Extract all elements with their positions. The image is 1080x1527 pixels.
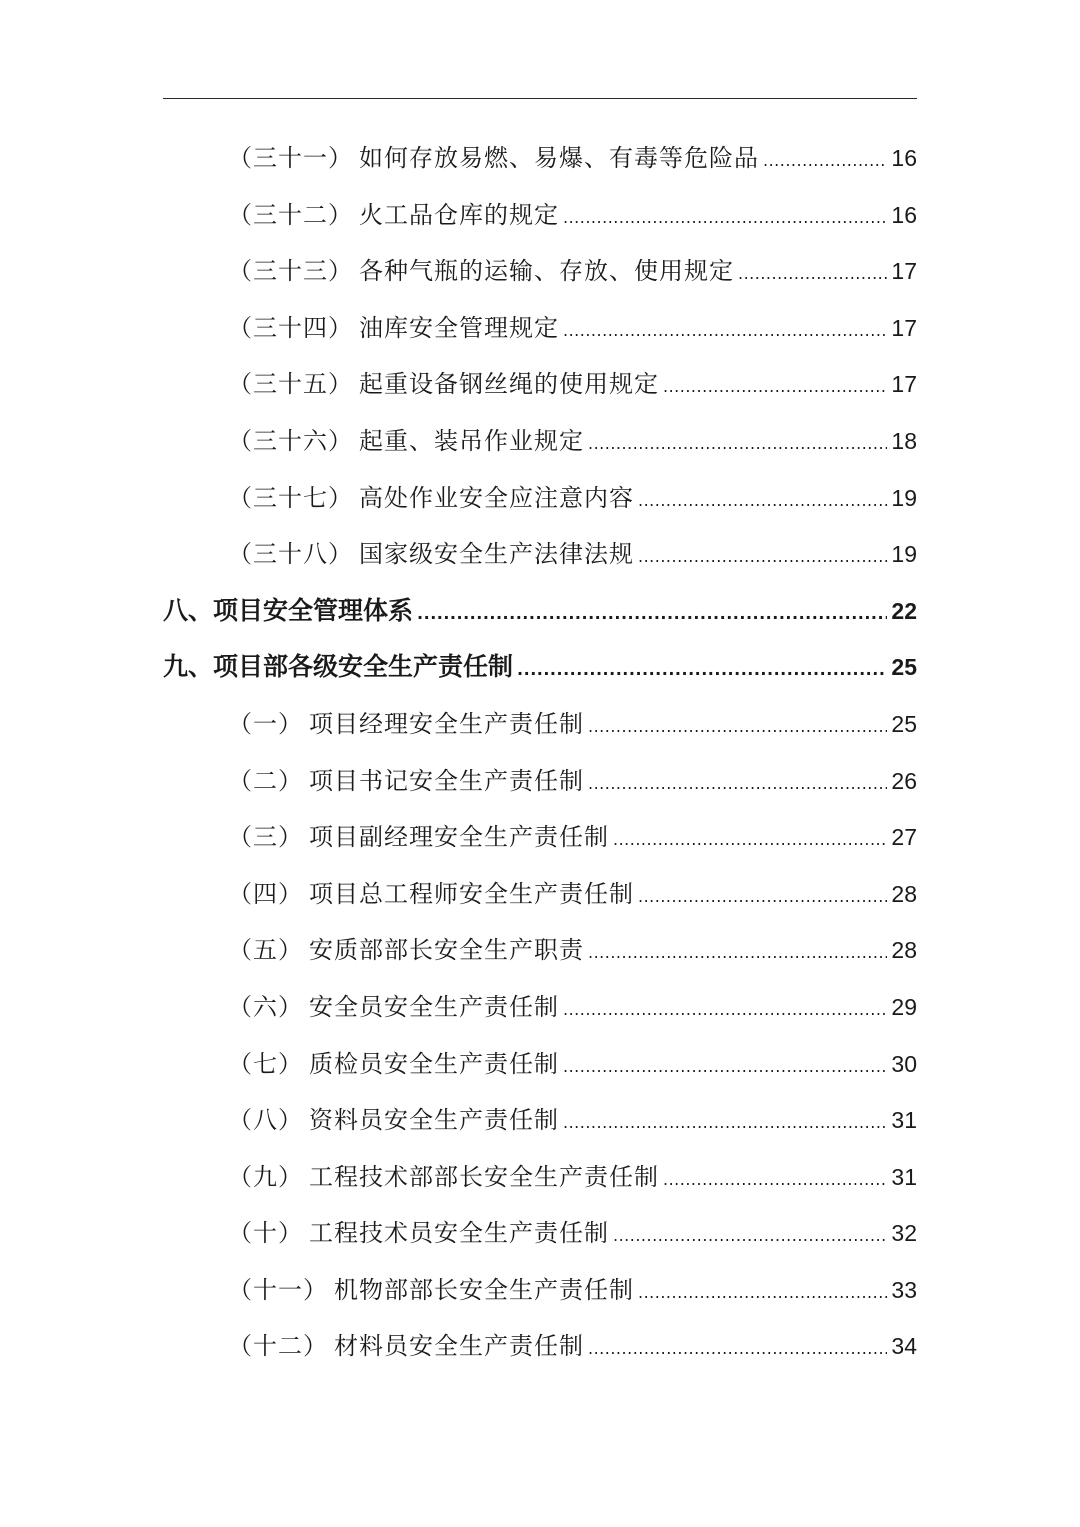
toc-dot-leader — [563, 1039, 887, 1096]
toc-entry-number: （四） — [228, 879, 303, 908]
toc-entry[interactable] — [163, 1149, 917, 1206]
toc-entry-title: 国家级安全生产法律法规 — [359, 540, 634, 569]
toc-section-heading[interactable] — [163, 583, 917, 640]
toc-entry-title: 项目总工程师安全生产责任制 — [309, 879, 634, 908]
toc-entry[interactable] — [163, 470, 917, 527]
toc-page-number: 30 — [891, 1050, 917, 1077]
toc-entry[interactable] — [163, 753, 917, 810]
toc-entry[interactable] — [163, 130, 917, 187]
toc-page-number: 17 — [891, 371, 917, 398]
toc-entry-number: （十二） — [228, 1332, 328, 1361]
toc-page-number: 16 — [891, 145, 917, 171]
toc-page-number: 19 — [891, 484, 917, 511]
toc-page-number: 34 — [891, 1333, 917, 1360]
toc-entry-number: 九、 — [163, 652, 214, 682]
toc-dot-leader — [638, 1265, 887, 1322]
toc-entry-number: （十一） — [228, 1275, 328, 1304]
toc-entry-number: （三十五） — [228, 370, 353, 399]
toc-entry-number: （一） — [228, 709, 303, 738]
toc-entry[interactable] — [163, 1092, 917, 1149]
toc-entry-title: 安全员安全生产责任制 — [309, 992, 559, 1021]
table-of-contents — [163, 130, 917, 1375]
toc-dot-leader — [663, 359, 887, 416]
toc-entry-title: 项目副经理安全生产责任制 — [309, 823, 609, 852]
toc-dot-leader — [638, 473, 887, 530]
toc-entry[interactable] — [163, 809, 917, 866]
toc-entry-title: 项目部各级安全生产责任制 — [213, 652, 514, 682]
toc-entry[interactable] — [163, 922, 917, 979]
toc-dot-leader — [738, 246, 887, 303]
toc-dot-leader — [563, 303, 887, 360]
toc-entry[interactable] — [163, 243, 917, 300]
toc-page-number: 25 — [891, 654, 917, 681]
toc-entry-title: 项目书记安全生产责任制 — [309, 766, 584, 795]
toc-page-number: 32 — [891, 1220, 917, 1247]
toc-entry[interactable] — [163, 413, 917, 470]
header-rule — [163, 98, 917, 99]
toc-page-number: 19 — [891, 541, 917, 568]
toc-dot-leader — [563, 190, 887, 247]
toc-entry-number: （三十七） — [228, 483, 353, 512]
toc-entry-number: （八） — [228, 1106, 303, 1135]
toc-page-number: 33 — [891, 1276, 917, 1303]
toc-dot-leader — [763, 133, 887, 190]
toc-entry-number: （三十三） — [228, 257, 353, 286]
toc-section-heading[interactable] — [163, 639, 917, 696]
toc-page-number: 28 — [891, 937, 917, 964]
toc-entry[interactable] — [163, 356, 917, 413]
toc-entry-number: （三十一） — [228, 144, 353, 172]
toc-dot-leader — [588, 699, 887, 756]
toc-page-number: 22 — [891, 597, 917, 624]
toc-dot-leader — [588, 925, 887, 982]
toc-entry-title: 项目经理安全生产责任制 — [309, 709, 584, 738]
toc-dot-leader — [563, 1095, 887, 1152]
toc-entry-number: （九） — [228, 1162, 303, 1191]
toc-dot-leader — [663, 1152, 887, 1209]
toc-entry-title: 起重设备钢丝绳的使用规定 — [359, 370, 659, 399]
toc-entry-title: 资料员安全生产责任制 — [309, 1106, 559, 1135]
toc-entry-title: 材料员安全生产责任制 — [334, 1332, 584, 1361]
toc-dot-leader — [563, 982, 887, 1039]
toc-entry-title: 质检员安全生产责任制 — [309, 1049, 559, 1078]
toc-page-number: 28 — [891, 880, 917, 907]
toc-dot-leader — [613, 1208, 887, 1265]
toc-dot-leader — [588, 1321, 887, 1378]
toc-entry-title: 火工品仓库的规定 — [359, 200, 559, 229]
toc-entry-title: 各种气瓶的运输、存放、使用规定 — [359, 257, 734, 286]
toc-entry[interactable] — [163, 187, 917, 244]
toc-page-number: 31 — [891, 1107, 917, 1134]
toc-page-number: 16 — [891, 201, 917, 228]
toc-page-number: 31 — [891, 1163, 917, 1190]
toc-page-number: 29 — [891, 993, 917, 1020]
toc-entry-number: 八、 — [163, 595, 214, 625]
toc-page-number: 27 — [891, 824, 917, 851]
toc-entry-title: 起重、装吊作业规定 — [359, 426, 584, 455]
toc-page-number: 17 — [891, 314, 917, 341]
toc-page-number: 17 — [891, 258, 917, 285]
toc-entry-number: （三十八） — [228, 540, 353, 569]
toc-entry-title: 如何存放易燃、易爆、有毒等危险品 — [359, 144, 759, 172]
toc-entry-number: （十） — [228, 1219, 303, 1248]
toc-entry-title: 安质部部长安全生产职责 — [309, 936, 584, 965]
toc-entry-number: （二） — [228, 766, 303, 795]
toc-page-number: 18 — [891, 427, 917, 454]
toc-dot-leader — [613, 812, 887, 869]
toc-dot-leader — [638, 529, 887, 586]
toc-entry[interactable] — [163, 696, 917, 753]
toc-dot-leader — [517, 642, 887, 699]
toc-entry[interactable] — [163, 300, 917, 357]
toc-dot-leader — [417, 586, 887, 643]
toc-entry[interactable] — [163, 866, 917, 923]
toc-page-number: 26 — [891, 767, 917, 794]
toc-entry-title: 油库安全管理规定 — [359, 313, 559, 342]
toc-entry[interactable] — [163, 1318, 917, 1375]
toc-entry-number: （六） — [228, 992, 303, 1021]
toc-dot-leader — [588, 416, 887, 473]
toc-entry-title: 高处作业安全应注意内容 — [359, 483, 634, 512]
toc-dot-leader — [588, 756, 887, 813]
toc-entry-number: （三十四） — [228, 313, 353, 342]
toc-entry-number: （三） — [228, 823, 303, 852]
toc-dot-leader — [638, 869, 887, 926]
toc-entry-number: （七） — [228, 1049, 303, 1078]
toc-entry[interactable] — [163, 1262, 917, 1319]
toc-entry[interactable] — [163, 526, 917, 583]
toc-entry[interactable] — [163, 979, 917, 1036]
toc-page-number: 25 — [891, 710, 917, 737]
toc-entry-title: 机物部部长安全生产责任制 — [334, 1275, 634, 1304]
toc-entry-number: （三十六） — [228, 426, 353, 455]
toc-entry-title: 工程技术部部长安全生产责任制 — [309, 1162, 659, 1191]
toc-entry[interactable] — [163, 1205, 917, 1262]
toc-entry-number: （三十二） — [228, 200, 353, 229]
toc-entry[interactable] — [163, 1036, 917, 1093]
toc-entry-title: 工程技术员安全生产责任制 — [309, 1219, 609, 1248]
toc-entry-title: 项目安全管理体系 — [213, 595, 414, 625]
toc-entry-number: （五） — [228, 936, 303, 965]
